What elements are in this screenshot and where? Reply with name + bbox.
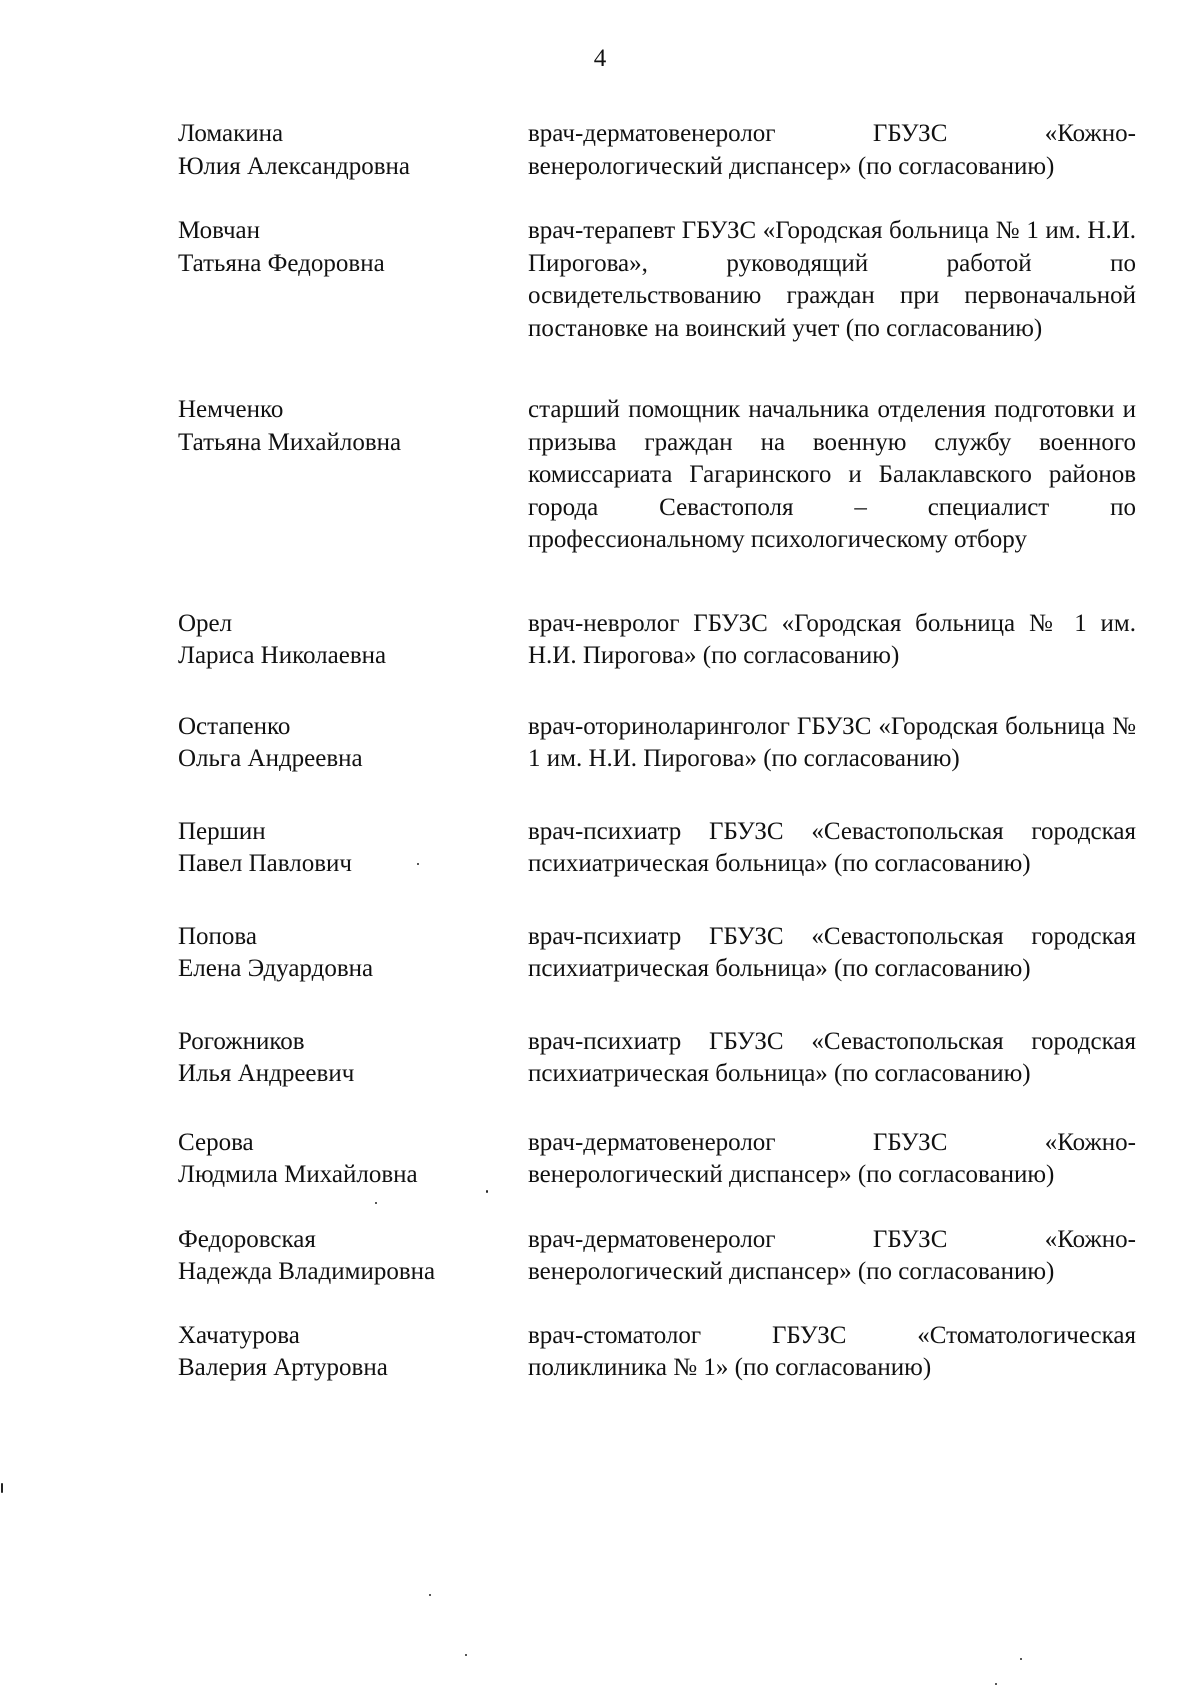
member-given-names: Людмила Михайловна — [178, 1161, 418, 1188]
member-position: врач-психиатр ГБУЗС «Севастопольская городская психиатрическая больница» (по согласованию) — [528, 922, 1136, 982]
member-given-names: Надежда Владимировна — [178, 1258, 436, 1285]
member-entry — [178, 921, 1138, 986]
member-name — [178, 711, 528, 776]
member-given-names: Лариса Николаевна — [178, 642, 387, 669]
member-position: врач-дерматовенеролог ГБУЗС «Кожно-венерологический диспансер» (по согласованию) — [528, 1128, 1136, 1188]
member-entry — [178, 118, 1138, 183]
scan-speck — [1, 1483, 3, 1493]
member-name — [178, 1320, 528, 1385]
member-given-names: Татьяна Михайловна — [178, 428, 402, 456]
member-position: врач-дерматовенеролог ГБУЗС «Кожно-венерологический диспансер» (по согласованию) — [528, 120, 1136, 180]
member-name — [178, 118, 528, 183]
member-position: врач-психиатр ГБУЗС «Севастопольская городская психиатрическая больница» (по согласованию) — [528, 817, 1136, 877]
member-surname: Хачатурова — [178, 1321, 300, 1349]
member-name — [178, 816, 528, 881]
member-given-names: Илья Андреевич — [178, 1060, 355, 1087]
member-name — [178, 1127, 528, 1192]
scan-speck — [417, 863, 419, 865]
member-position: врач-оториноларинголог ГБУЗС «Городская больница № 1 им. Н.И. Пирогова» (по согласованию) — [528, 712, 1136, 772]
scan-speck — [486, 1190, 488, 1193]
member-name — [178, 608, 528, 673]
member-given-names: Татьяна Федоровна — [178, 249, 385, 277]
member-position: врач-психиатр ГБУЗС «Севастопольская городская психиатрическая больница» (по согласованию) — [528, 1027, 1136, 1087]
member-entry — [178, 1224, 1138, 1289]
member-surname: Орел — [178, 609, 233, 637]
scan-speck — [375, 1202, 377, 1204]
member-surname: Ломакина — [178, 120, 284, 147]
member-position: врач-невролог ГБУЗС «Городская больница № 1 им. Н.И. Пирогова» (по согласованию) — [528, 609, 1136, 669]
member-entry — [178, 1127, 1138, 1192]
member-position: врач-терапевт ГБУЗС «Городская больница № 1 им. Н.И. Пирогова», руководящий работой по освидетельствованию граждан при первоначальной постановке на воинский учет (по согласованию) — [528, 217, 1136, 342]
member-entry — [178, 394, 1138, 557]
scan-speck — [995, 1683, 997, 1685]
scan-speck — [1020, 1658, 1022, 1660]
member-name — [178, 215, 528, 280]
member-name — [178, 1026, 528, 1091]
member-surname: Федоровская — [178, 1225, 316, 1253]
member-surname: Мовчан — [178, 217, 261, 244]
member-position: врач-стоматолог ГБУЗС «Стоматологическая поликлиника № 1» (по согласованию) — [528, 1321, 1136, 1381]
member-name — [178, 921, 528, 986]
member-surname: Остапенко — [178, 712, 291, 740]
member-given-names: Павел Павлович — [178, 850, 352, 877]
member-entry — [178, 608, 1138, 673]
scan-speck — [465, 1654, 467, 1656]
member-position: старший помощник начальника отделения подготовки и призыва граждан на военную службу военного комиссариата Гагаринского и Балаклавского районов города Севастополя – специалист по профессиональному психологическому отбору — [528, 396, 1136, 553]
member-entry — [178, 215, 1138, 345]
member-surname: Попова — [178, 922, 258, 950]
member-name — [178, 1224, 528, 1289]
scan-speck — [429, 1594, 431, 1596]
member-given-names: Елена Эдуардовна — [178, 955, 374, 982]
member-entry — [178, 1026, 1138, 1091]
commission-member-list — [178, 118, 1138, 1385]
member-entry — [178, 1320, 1138, 1385]
member-surname: Немченко — [178, 396, 284, 423]
member-entry — [178, 816, 1138, 881]
member-position: врач-дерматовенеролог ГБУЗС «Кожно-венерологический диспансер» (по согласованию) — [528, 1225, 1136, 1285]
member-surname: Рогожников — [178, 1027, 305, 1055]
member-given-names: Ольга Андреевна — [178, 745, 363, 772]
member-name — [178, 394, 528, 459]
member-surname: Серова — [178, 1128, 254, 1156]
member-entry — [178, 711, 1138, 776]
member-given-names: Валерия Артуровна — [178, 1354, 388, 1381]
member-surname: Першин — [178, 817, 266, 845]
page-number: 4 — [593, 45, 607, 72]
member-given-names: Юлия Александровна — [178, 152, 410, 180]
